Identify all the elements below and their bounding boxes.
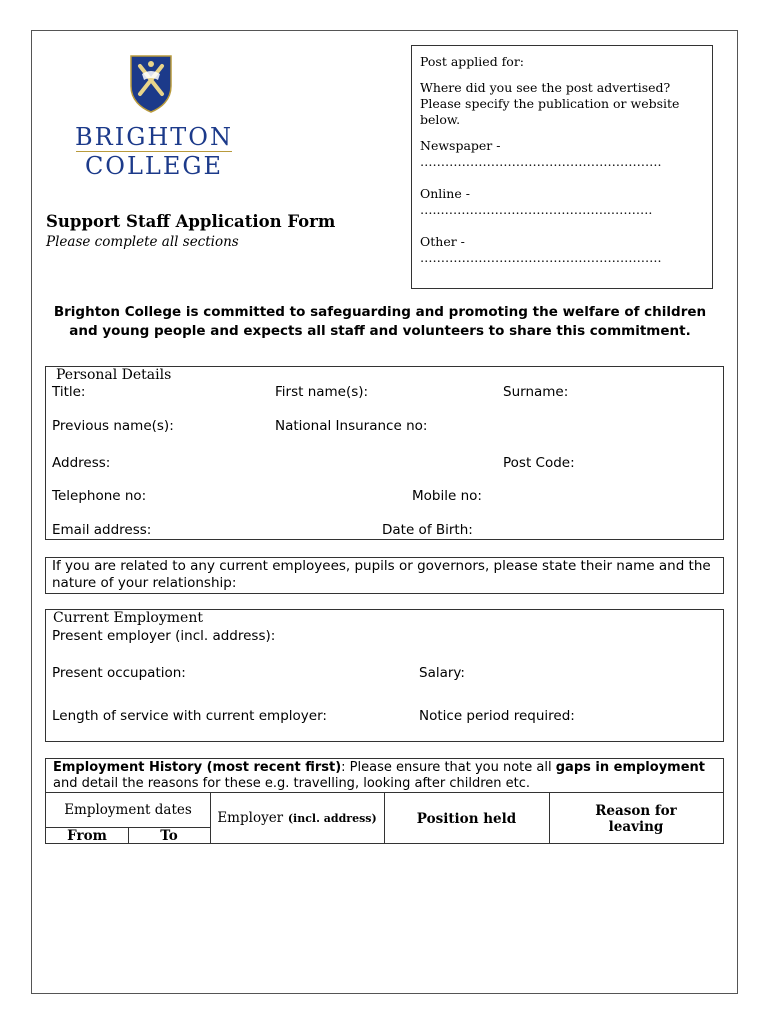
col-position-header: Position held <box>416 810 517 827</box>
col-employer-header <box>210 793 384 844</box>
title-field[interactable]: Title: <box>52 384 86 400</box>
crest-icon <box>128 54 174 114</box>
form-subtitle: Please complete all sections <box>46 234 239 250</box>
present-employer-field[interactable]: Present employer (incl. address): <box>52 628 276 644</box>
current-employment-heading: Current Employment <box>53 610 203 626</box>
history-heading-tail: and detail the reasons for these e.g. travelling, looking after children etc. <box>53 776 531 791</box>
history-heading-bold: Employment History (most recent first) <box>53 760 342 775</box>
dob-field[interactable]: Date of Birth: <box>382 522 473 538</box>
online-field[interactable]: …..…………………………………..………. <box>420 202 653 217</box>
post-code-field[interactable]: Post Code: <box>503 455 575 471</box>
safeguarding-statement: Brighton College is committed to safeguarding and promoting the welfare of children and young people and expects all staff and volunteers to share this commitment. <box>53 304 707 339</box>
relationship-section <box>45 557 724 594</box>
telephone-field[interactable]: Telephone no: <box>52 488 147 504</box>
employment-history-heading <box>45 758 724 793</box>
address-field[interactable]: Address: <box>52 455 111 471</box>
form-title: Support Staff Application Form <box>46 212 336 231</box>
online-label: Online - <box>420 186 470 201</box>
post-applied-box <box>411 45 713 289</box>
length-service-field[interactable]: Length of service with current employer: <box>52 708 327 724</box>
col-employer-small: (incl. address) <box>287 812 377 825</box>
other-field[interactable]: …………………………………………………. <box>420 250 662 265</box>
surname-field[interactable]: Surname: <box>503 384 569 400</box>
newspaper-label: Newspaper - <box>420 138 501 153</box>
employment-history-table <box>45 792 724 844</box>
col-from-header: From <box>67 827 107 844</box>
current-employment-section <box>45 609 724 742</box>
post-applied-label[interactable]: Post applied for: <box>420 54 525 69</box>
where-seen-text: Where did you see the post advertised? Please specify the publication or website below. <box>420 80 680 127</box>
personal-details-section <box>45 366 724 540</box>
email-field[interactable]: Email address: <box>52 522 152 538</box>
col-reason-header: Reason for leaving <box>595 802 677 835</box>
col-to-header: To <box>160 827 178 844</box>
col-dates-header: Employment dates <box>64 802 192 818</box>
previous-names-field[interactable]: Previous name(s): <box>52 418 174 434</box>
history-gaps-bold: gaps in employment <box>555 760 705 775</box>
ni-number-field[interactable]: National Insurance no: <box>275 418 428 434</box>
occupation-field[interactable]: Present occupation: <box>52 665 186 681</box>
col-employer-label: Employer <box>217 810 284 826</box>
salary-field[interactable]: Salary: <box>419 665 465 681</box>
logo-line-1: BRIGHTON <box>75 123 233 151</box>
first-names-field[interactable]: First name(s): <box>275 384 369 400</box>
personal-details-heading: Personal Details <box>56 367 172 383</box>
other-label: Other - <box>420 234 465 249</box>
history-heading-rest: : Please ensure that you note all <box>341 760 556 775</box>
relationship-field[interactable]: If you are related to any current employees, pupils or governors, please state their name and the nature of your relationship: <box>52 558 711 591</box>
mobile-field[interactable]: Mobile no: <box>412 488 482 504</box>
notice-period-field[interactable]: Notice period required: <box>419 708 575 724</box>
logo-line-2: COLLEGE <box>84 152 224 180</box>
newspaper-field[interactable]: …………………………………………………. <box>420 154 662 169</box>
brighton-college-logo <box>64 52 244 184</box>
